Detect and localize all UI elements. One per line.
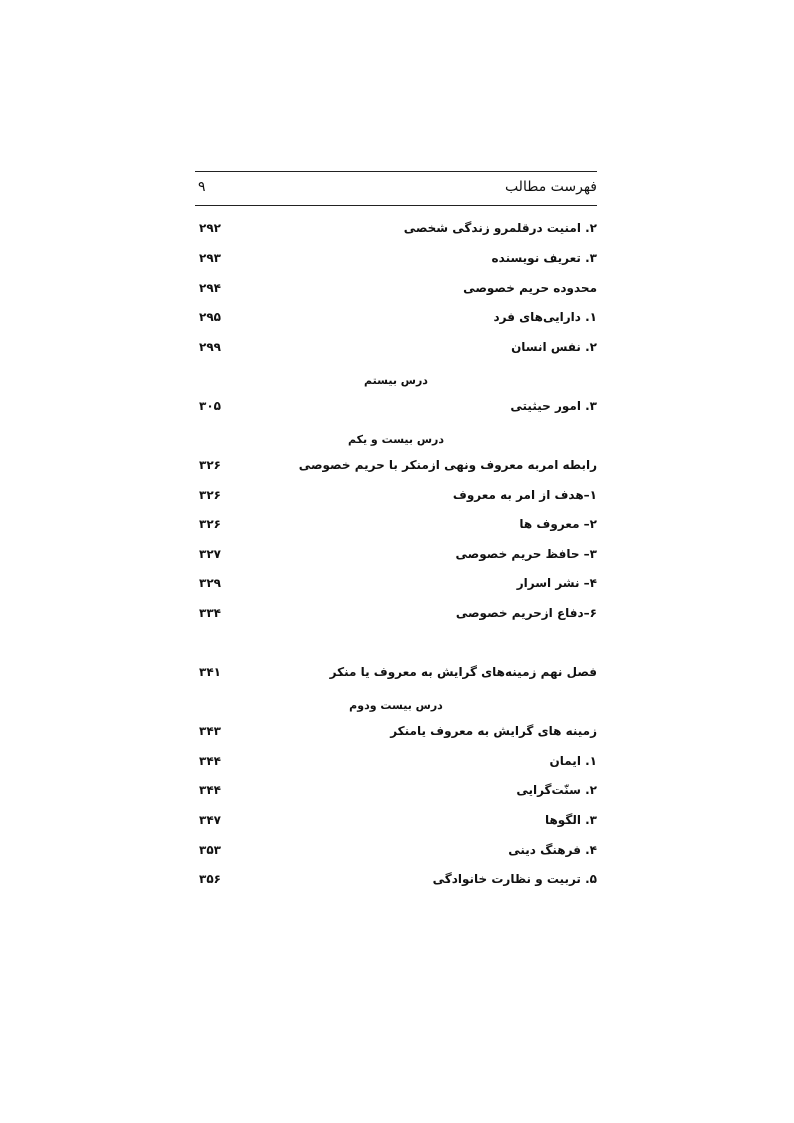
toc-entry <box>195 396 597 418</box>
toc-entry <box>195 307 597 329</box>
toc-entry <box>195 455 597 477</box>
entry-page: ۳۰۵ <box>199 399 221 413</box>
toc-entry <box>195 485 597 507</box>
entry-title: ۲. سنّت‌گرایی <box>516 783 597 797</box>
entry-title: رابطه امربه معروف ونهی ازمنکر با حریم خصوصی <box>298 458 597 472</box>
entry-page: ۲۹۵ <box>199 310 221 324</box>
toc-entry <box>195 278 597 300</box>
header-page-number: ۹ <box>198 179 206 195</box>
lesson-title: درس بیست و یکم <box>347 433 445 446</box>
entry-title: ۳. امور حیثیتی <box>510 399 597 413</box>
toc-entry <box>195 544 597 566</box>
entry-page: ۳۲۶ <box>199 517 221 531</box>
toc-entry <box>195 751 597 773</box>
lesson-title: درس بیست ودوم <box>349 699 443 712</box>
entry-page: ۳۲۷ <box>199 547 221 561</box>
entry-title: ۲. امنیت درقلمرو زندگی شخصی <box>403 221 597 235</box>
entry-title: ۲. نفس انسان <box>511 340 597 354</box>
entry-title: ۶–دفاع ازحریم خصوصی <box>455 606 597 620</box>
entry-page: ۳۳۴ <box>199 606 221 620</box>
entry-title: ۱. دارایی‌های فرد <box>493 310 597 324</box>
entry-page: ۳۲۹ <box>199 576 221 590</box>
entry-page: ۳۴۳ <box>199 724 221 738</box>
entry-title: ۵. تربیت و نظارت خانوادگی <box>432 872 597 886</box>
entry-title: زمینه های گرایش به معروف یامنکر <box>390 724 597 738</box>
toc-entry <box>195 810 597 832</box>
toc-entry <box>195 248 597 270</box>
entry-title: محدوده حریم خصوصی <box>463 281 597 295</box>
toc-entry <box>195 218 597 240</box>
entry-title: ۳– حافظ حریم خصوصی <box>455 547 597 561</box>
entry-title: ۳. الگوها <box>544 813 597 827</box>
lesson-heading <box>195 694 597 714</box>
toc-entry <box>195 514 597 536</box>
running-header <box>195 171 597 206</box>
toc-entry <box>195 840 597 862</box>
entry-page: ۳۴۷ <box>199 813 221 827</box>
entry-title: ۴– نشر اسرار <box>516 576 597 590</box>
entry-title: ۲– معروف ها <box>519 517 597 531</box>
entry-page: ۳۵۶ <box>199 872 221 886</box>
toc-entry <box>195 573 597 595</box>
entry-page: ۳۴۴ <box>199 783 221 797</box>
entry-page: ۳۲۶ <box>199 488 221 502</box>
header-title: فهرست مطالب <box>504 179 597 195</box>
lesson-title: درس بیستم <box>364 374 428 387</box>
entry-title: ۴. فرهنگ دینی <box>508 843 597 857</box>
toc-entry <box>195 603 597 625</box>
entry-page: ۳۴۴ <box>199 754 221 768</box>
entry-page: ۲۹۹ <box>199 340 221 354</box>
entry-title: فصل نهم زمینه‌های گرایش به معروف یا منکر <box>329 665 597 679</box>
toc-entry <box>195 337 597 359</box>
entry-page: ۳۲۶ <box>199 458 221 472</box>
entry-page: ۲۹۳ <box>199 251 221 265</box>
entry-title: ۱–هدف از امر به معروف <box>452 488 597 502</box>
toc-entry <box>195 869 597 891</box>
toc-entry <box>195 780 597 802</box>
entry-page: ۳۵۳ <box>199 843 221 857</box>
entry-page: ۲۹۴ <box>199 281 221 295</box>
toc-entry <box>195 662 597 684</box>
lesson-heading <box>195 428 597 448</box>
entry-title: ۱. ایمان <box>549 754 597 768</box>
lesson-heading <box>195 369 597 389</box>
toc-entry <box>195 721 597 743</box>
entry-title: ۳. تعریف نویسنده <box>491 251 597 265</box>
entry-page: ۲۹۲ <box>199 221 221 235</box>
entry-page: ۳۴۱ <box>199 665 221 679</box>
